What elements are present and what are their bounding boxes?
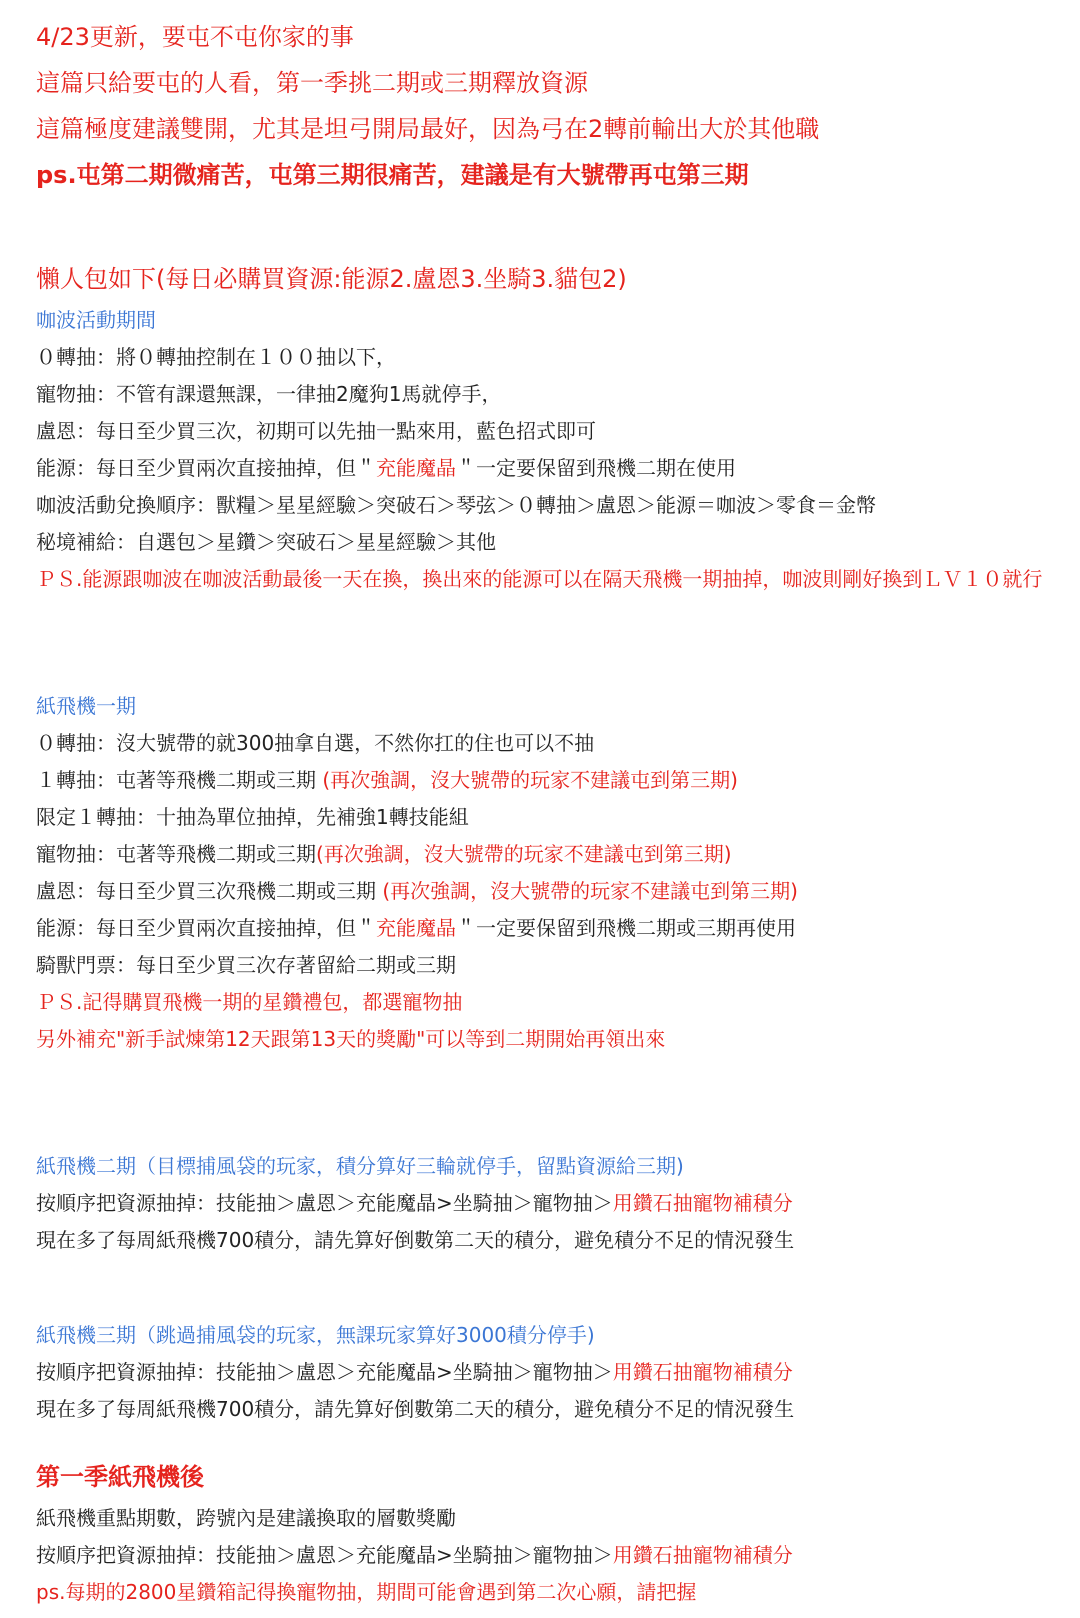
emphasis-note: 用鑽石抽寵物補積分 (612, 1191, 793, 1215)
kabo-ps: ＰＳ.能源跟咖波在咖波活動最後一天在換，換出來的能源可以在隔天飛機一期抽掉，咖波則剛好換到ＬＶ１０就行 (36, 567, 1043, 591)
plane1-line-7: 騎獸門票：每日至少買三次存著留給二期或三期 (36, 953, 456, 977)
plane3-line-1 (36, 1354, 1080, 1391)
text-segment: 按順序把資源抽掉：技能抽＞盧恩＞充能魔晶>坐騎抽＞寵物抽＞ (36, 1543, 613, 1567)
plane1-line-5 (36, 873, 1080, 910)
text-segment: 按順序把資源抽掉：技能抽＞盧恩＞充能魔晶>坐騎抽＞寵物抽＞ (36, 1360, 613, 1384)
intro-audience: 這篇只給要屯的人看，第一季挑二期或三期釋放資源 (36, 69, 588, 97)
section-plane-2 (36, 1148, 1080, 1259)
intro-dual-open: 這篇極度建議雙開，尤其是坦弓開局最好，因為弓在2轉前輸出大於其他職 (36, 115, 820, 143)
section-title-plane-3: 紙飛機三期（跳過捕風袋的玩家，無課玩家算好3000積分停手) (36, 1323, 595, 1347)
emphasis-note: 用鑽石抽寵物補積分 (612, 1360, 793, 1384)
plane2-line-1 (36, 1185, 1080, 1222)
kabo-line-6: 秘境補給：自選包＞星鑽＞突破石＞星星經驗＞其他 (36, 530, 496, 554)
text-segment: １轉抽：屯著等飛機二期或三期 (36, 768, 323, 792)
emphasis-note: (再次強調，沒大號帶的玩家不建議屯到第三期) (316, 842, 732, 866)
section-kabo (36, 302, 1080, 598)
spacer (36, 1428, 1080, 1454)
spacer (36, 1259, 1080, 1317)
text-segment: 按順序把資源抽掉：技能抽＞盧恩＞充能魔晶>坐騎抽＞寵物抽＞ (36, 1191, 613, 1215)
update-note: 4/23更新，要屯不屯你家的事 (36, 23, 354, 51)
plane1-line-3: 限定１轉抽：十抽為單位抽掉，先補強1轉技能組 (36, 805, 469, 829)
highlight-energy-crystal: 充能魔晶 (376, 456, 456, 480)
section-title-kabo: 咖波活動期間 (36, 308, 156, 332)
emphasis-note: (再次強調，沒大號帶的玩家不建議屯到第三期) (322, 768, 738, 792)
kabo-line-5: 咖波活動兌換順序：獸糧＞星星經驗＞突破石＞琴弦＞０轉抽＞盧恩＞能源＝咖波＞零食＝金幣 (36, 493, 876, 517)
plane1-ps-2: 另外補充"新手試煉第12天跟第13天的獎勵"可以等到二期開始再領出來 (36, 1027, 666, 1051)
kabo-line-1: ０轉抽：將０轉抽控制在１００抽以下， (36, 345, 396, 369)
text-segment: 盧恩：每日至少買三次飛機二期或三期 (36, 879, 383, 903)
after-ps: ps.每期的2800星鑽箱記得換寵物抽，期間可能會遇到第二次心願，請把握 (36, 1580, 697, 1604)
spacer (36, 198, 1080, 256)
text-segment: ＂一定要保留到飛機二期或三期再使用 (456, 916, 796, 940)
section-plane-1 (36, 688, 1080, 1058)
emphasis-note: 用鑽石抽寵物補積分 (612, 1543, 793, 1567)
section-title-plane-1: 紙飛機一期 (36, 694, 136, 718)
section-title-after-season: 第一季紙飛機後 (36, 1463, 204, 1491)
plane1-ps-1: ＰＳ.記得購買飛機一期的星鑽禮包，都選寵物抽 (36, 990, 463, 1014)
after-line-2 (36, 1537, 1080, 1574)
lazy-pack-title: 懶人包如下(每日必購買資源:能源2.盧恩3.坐騎3.貓包2) (36, 265, 627, 293)
intro-ps: ps.屯第二期微痛苦，屯第三期很痛苦，建議是有大號帶再屯第三期 (36, 161, 749, 189)
spacer (36, 1058, 1080, 1148)
plane2-line-2: 現在多了每周紙飛機700積分，請先算好倒數第二天的積分，避免積分不足的情況發生 (36, 1228, 795, 1252)
plane3-line-2: 現在多了每周紙飛機700積分，請先算好倒數第二天的積分，避免積分不足的情況發生 (36, 1397, 795, 1421)
kabo-line-2: 寵物抽：不管有課還無課，一律抽2魔狗1馬就停手， (36, 382, 502, 406)
section-after-season (36, 1454, 1080, 1611)
section-title-plane-2: 紙飛機二期（目標捕風袋的玩家，積分算好三輪就停手，留點資源給三期) (36, 1154, 684, 1178)
plane1-line-1: ０轉抽：沒大號帶的就300抽拿自選，不然你扛的住也可以不抽 (36, 731, 595, 755)
plane1-line-2 (36, 762, 1080, 799)
plane1-line-4 (36, 836, 1080, 873)
text-segment: ＂一定要保留到飛機二期在使用 (456, 456, 736, 480)
text-segment: 能源：每日至少買兩次直接抽掉，但＂ (36, 916, 376, 940)
text-segment: 寵物抽：屯著等飛機二期或三期 (36, 842, 316, 866)
plane1-line-6 (36, 910, 1080, 947)
section-plane-3 (36, 1317, 1080, 1428)
kabo-line-3: 盧恩：每日至少買三次，初期可以先抽一點來用，藍色招式即可 (36, 419, 596, 443)
spacer (36, 598, 1080, 688)
emphasis-note: (再次強調，沒大號帶的玩家不建議屯到第三期) (382, 879, 798, 903)
text-segment: 能源：每日至少買兩次直接抽掉，但＂ (36, 456, 376, 480)
kabo-line-4 (36, 450, 1080, 487)
highlight-energy-crystal: 充能魔晶 (376, 916, 456, 940)
after-line-1: 紙飛機重點期數，跨號內是建議換取的層數獎勵 (36, 1506, 456, 1530)
